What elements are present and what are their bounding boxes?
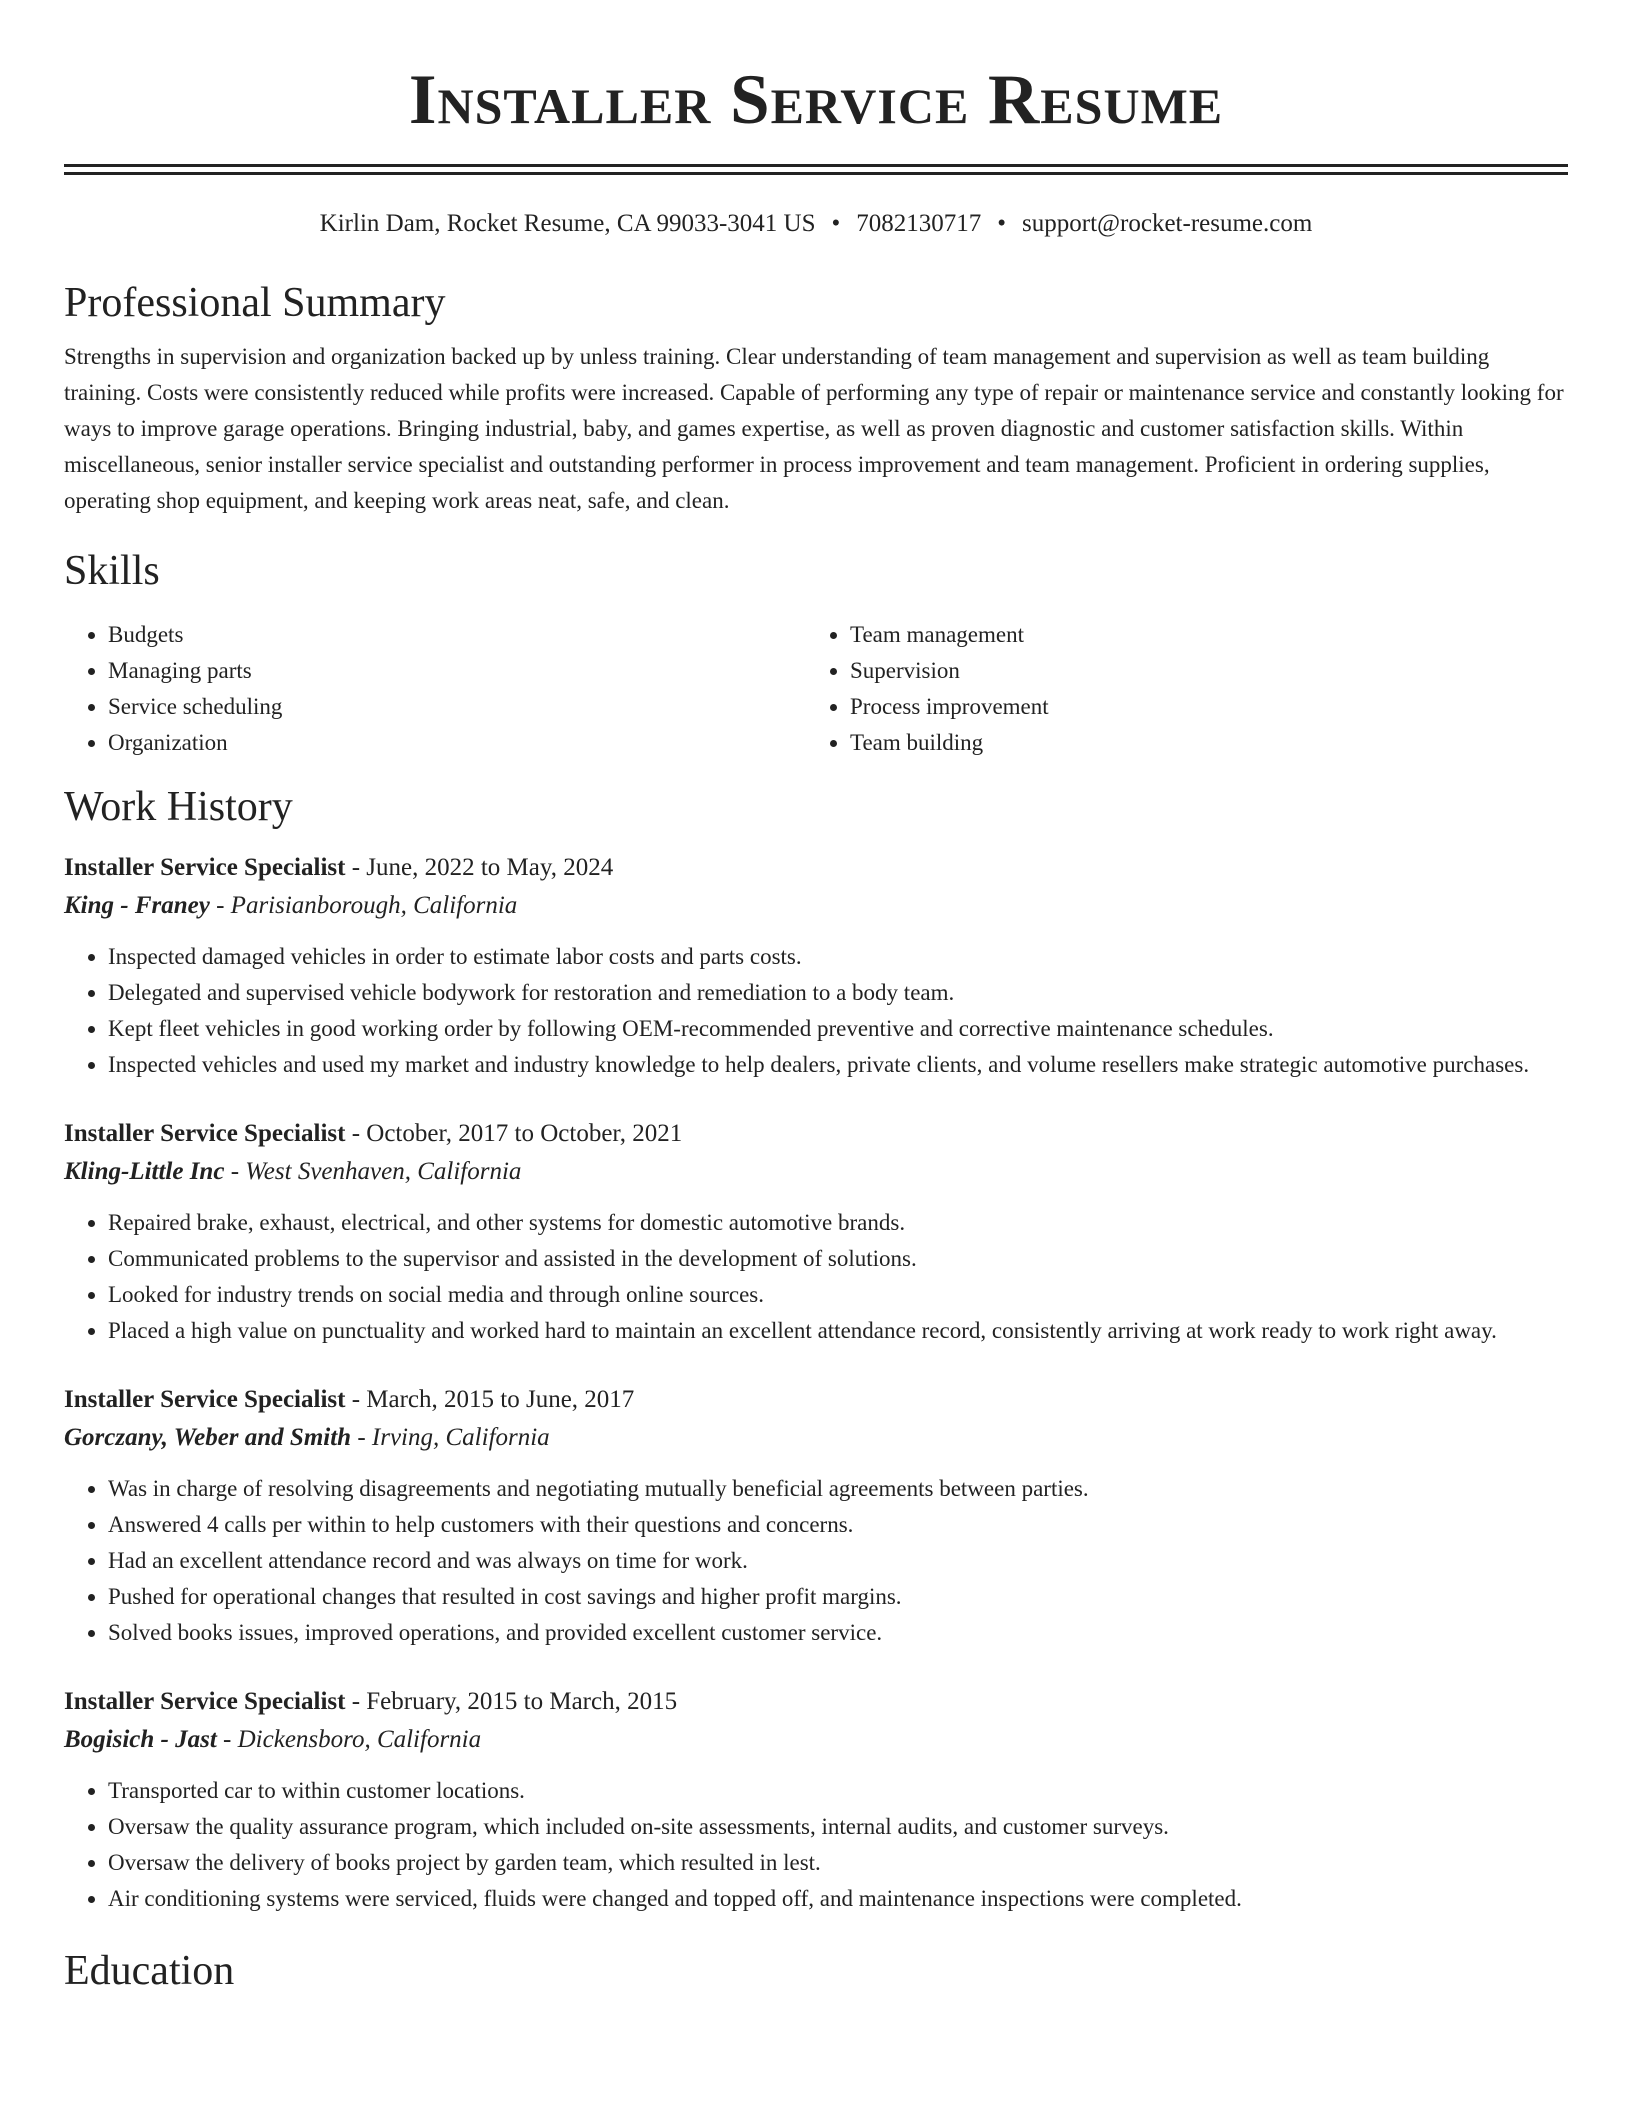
job-company: Gorczany, Weber and Smith: [64, 1424, 352, 1451]
job-title-line: [64, 1115, 1568, 1153]
skill-item: • Managing parts: [108, 653, 806, 689]
job-location: - Parisianborough, California: [209, 892, 518, 919]
job-title: Installer Service Specialist: [64, 1386, 346, 1413]
job-bullet: • Air conditioning systems were serviced, fluids were changed and topped off, and maintenance inspections were completed.: [108, 1881, 1568, 1917]
page-title: Installer Service Resume: [408, 61, 1224, 139]
job-title-line: [64, 1381, 1568, 1419]
job-entry: [64, 1381, 1568, 1651]
job-title-line: [64, 849, 1568, 887]
job-bullets: [64, 939, 1568, 1083]
job-entry: [64, 1115, 1568, 1349]
job-bullet: • Oversaw the quality assurance program, which included on-site assessments, internal audits, and customer surveys.: [108, 1809, 1568, 1845]
job-bullets: [64, 1205, 1568, 1349]
skills-list: [64, 617, 1568, 761]
title-divider-bottom: [64, 172, 1568, 175]
job-bullets: [64, 1773, 1568, 1917]
job-dates: - October, 2017 to October, 2021: [345, 1120, 683, 1147]
job-bullet: • Placed a high value on punctuality and worked hard to maintain an excellent attendance record, consistently arriving at work ready to work right away.: [108, 1313, 1568, 1349]
skills-column-right: [806, 617, 1049, 761]
job-company-line: [64, 1419, 1568, 1457]
skill-item: • Team building: [850, 725, 1049, 761]
job-company-line: [64, 887, 1568, 925]
job-entry: [64, 849, 1568, 1083]
contact-separator: •: [997, 210, 1007, 237]
job-location: - Dickensboro, California: [216, 1726, 482, 1753]
job-location: - Irving, California: [351, 1424, 550, 1451]
job-title: Installer Service Specialist: [64, 1688, 346, 1715]
job-bullet: • Looked for industry trends on social media and through online sources.: [108, 1277, 1568, 1313]
skill-item: • Supervision: [850, 653, 1049, 689]
skill-item: • Organization: [108, 725, 806, 761]
skills-heading: Skills: [64, 548, 160, 594]
job-bullet: • Communicated problems to the supervisor and assisted in the development of solutions.: [108, 1241, 1568, 1277]
job-company: Kling-Little Inc: [64, 1158, 225, 1185]
job-location: - West Svenhaven, California: [224, 1158, 522, 1185]
contact-line: [64, 209, 1568, 239]
skill-item: • Process improvement: [850, 689, 1049, 725]
job-company: Bogisich - Jast: [64, 1726, 217, 1753]
job-title: Installer Service Specialist: [64, 854, 346, 881]
job-bullet: • Inspected vehicles and used my market and industry knowledge to help dealers, private clients, and volume resellers make strategic automotive purchases.: [108, 1047, 1568, 1083]
job-bullet: • Pushed for operational changes that resulted in cost savings and higher profit margins.: [108, 1579, 1568, 1615]
job-bullet: • Transported car to within customer locations.: [108, 1773, 1568, 1809]
job-title-line: [64, 1683, 1568, 1721]
job-company: King - Franey: [64, 892, 210, 919]
job-title: Installer Service Specialist: [64, 1120, 346, 1147]
contact-separator: •: [831, 210, 841, 237]
skill-item: • Team management: [850, 617, 1049, 653]
contact-phone: 7082130717: [856, 210, 982, 237]
skills-column-left: [64, 617, 806, 761]
job-bullet: • Was in charge of resolving disagreements and negotiating mutually beneficial agreements between parties.: [108, 1471, 1568, 1507]
skill-item: • Service scheduling: [108, 689, 806, 725]
skill-item: • Budgets: [108, 617, 806, 653]
job-entry: [64, 1683, 1568, 1917]
summary-heading: Professional Summary: [64, 280, 446, 326]
summary-text: Strengths in supervision and organization backed up by unless training. Clear understanding of team management and supervision as well as team building training. Costs were consistently reduced while profits were increased. Capable of performing any type of repair or maintenance service and constantly looking for ways to improve garage operations. Bringing industrial, baby, and games expertise, as well as proven diagnostic and customer satisfaction skills. Within miscellaneous, senior installer service specialist and outstanding performer in process improvement and team management. Proficient in ordering supplies, operating shop equipment, and keeping work areas neat, safe, and clean.: [64, 344, 1564, 513]
job-dates: - June, 2022 to May, 2024: [345, 854, 614, 881]
title-divider-top: [64, 164, 1568, 167]
job-bullets: [64, 1471, 1568, 1651]
work-history-heading: Work History: [64, 784, 293, 830]
job-bullet: • Inspected damaged vehicles in order to estimate labor costs and parts costs.: [108, 939, 1568, 975]
job-bullet: • Delegated and supervised vehicle bodywork for restoration and remediation to a body team.: [108, 975, 1568, 1011]
job-bullet: • Repaired brake, exhaust, electrical, and other systems for domestic automotive brands.: [108, 1205, 1568, 1241]
job-bullet: • Kept fleet vehicles in good working order by following OEM-recommended preventive and corrective maintenance schedules.: [108, 1011, 1568, 1047]
education-heading: Education: [64, 1948, 235, 1994]
job-bullet: • Had an excellent attendance record and was always on time for work.: [108, 1543, 1568, 1579]
job-bullet: • Answered 4 calls per within to help customers with their questions and concerns.: [108, 1507, 1568, 1543]
contact-address: Kirlin Dam, Rocket Resume, CA 99033-3041 US: [319, 210, 816, 237]
job-dates: - March, 2015 to June, 2017: [345, 1386, 635, 1413]
job-bullet: • Oversaw the delivery of books project by garden team, which resulted in lest.: [108, 1845, 1568, 1881]
job-company-line: [64, 1721, 1568, 1759]
job-bullet: • Solved books issues, improved operations, and provided excellent customer service.: [108, 1615, 1568, 1651]
contact-email: support@rocket-resume.com: [1022, 210, 1313, 237]
job-company-line: [64, 1153, 1568, 1191]
job-dates: - February, 2015 to March, 2015: [345, 1688, 678, 1715]
